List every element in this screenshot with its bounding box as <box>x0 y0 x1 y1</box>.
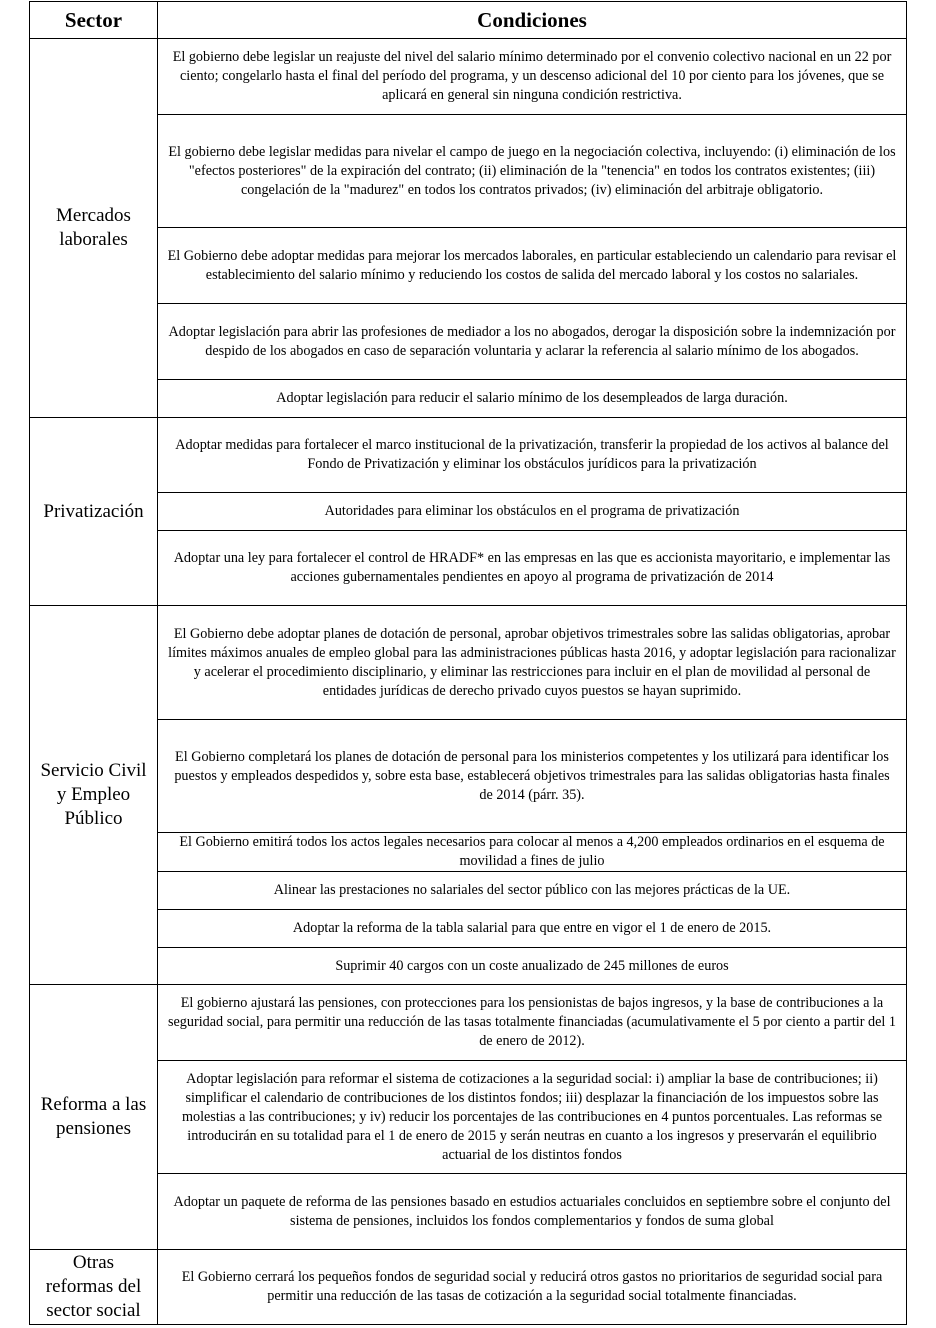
table-row <box>30 910 907 948</box>
table-row <box>30 228 907 304</box>
table-row <box>30 39 907 115</box>
sector-mercados-laborales: Mercados laborales <box>30 39 158 418</box>
conditions-table <box>29 1 907 1325</box>
condition-cell: Adoptar legislación para reformar el sistema de cotizaciones a la seguridad social: i) ampliar la base de contribuciones; ii) simplificar el calendario de contribuciones de los distintos fondos; iii) desplazar la financiación de los impuestos sobre las molestias a las contribuciones; y iv) reducir los porcentajes de las contribuciones en 4 puntos porcentuales. Las reformas se introducirán en su totalidad para el 1 de enero de 2015 y serán neutras en cuanto a los ingresos y preservarán el equilibrio actuarial de los distintos fondos <box>158 1061 907 1174</box>
table-row <box>30 418 907 493</box>
condition-cell: El Gobierno debe adoptar medidas para mejorar los mercados laborales, en particular estableciendo un calendario para revisar el establecimiento del salario mínimo y reduciendo los costos de salida del mercado laboral y los costos no salariales. <box>158 228 907 304</box>
table-row <box>30 304 907 380</box>
table-row <box>30 720 907 833</box>
condition-cell: El Gobierno cerrará los pequeños fondos de seguridad social y reducirá otros gastos no prioritarios de seguridad social para permitir una reducción de las tasas de cotización a la seguridad social totalmente financiadas. <box>158 1250 907 1325</box>
condition-cell: El gobierno debe legislar medidas para nivelar el campo de juego en la negociación colectiva, incluyendo: (i) eliminación de los "efectos posteriores" de la expiración del contrato; (ii) eliminación de la "tenencia" en todos los contratos existentes; (iii) congelación de la "madurez" en todos los contratos privados; (iv) eliminación del arbitraje obligatorio. <box>158 115 907 228</box>
table-row <box>30 115 907 228</box>
condition-cell: Adoptar una ley para fortalecer el control de HRADF* en las empresas en las que es accionista mayoritario, e implementar las acciones gubernamentales pendientes en apoyo al programa de privatización de 2014 <box>158 531 907 606</box>
condition-cell: Adoptar la reforma de la tabla salarial para que entre en vigor el 1 de enero de 2015. <box>158 910 907 948</box>
table-row <box>30 948 907 985</box>
table-row <box>30 872 907 910</box>
table-row <box>30 606 907 720</box>
condition-cell: Adoptar legislación para abrir las profesiones de mediador a los no abogados, derogar la disposición sobre la indemnización por despido de los abogados en caso de separación voluntaria y aclarar la referencia al salario mínimo de los abogados. <box>158 304 907 380</box>
condition-cell: Suprimir 40 cargos con un coste anualizado de 245 millones de euros <box>158 948 907 985</box>
condition-cell: Autoridades para eliminar los obstáculos en el programa de privatización <box>158 493 907 531</box>
header-sector: Sector <box>30 2 158 39</box>
sector-otras-reformas: Otras reformas del sector social <box>30 1250 158 1325</box>
table-row <box>30 493 907 531</box>
header-conditions: Condiciones <box>158 2 907 39</box>
table-row <box>30 1174 907 1250</box>
table-row <box>30 1061 907 1174</box>
sector-reforma-pensiones: Reforma a las pensiones <box>30 985 158 1250</box>
sector-privatizacion: Privatización <box>30 418 158 606</box>
condition-cell: El gobierno ajustará las pensiones, con protecciones para los pensionistas de bajos ingresos, y la base de contribuciones a la seguridad social, para permitir una reducción de las tasas totalmente financiadas (acumulativamente el 5 por ciento a partir del 1 de enero de 2012). <box>158 985 907 1061</box>
condition-cell: El gobierno debe legislar un reajuste del nivel del salario mínimo determinado por el convenio colectivo nacional en un 22 por ciento; congelarlo hasta el final del período del programa, y un descenso adicional del 10 por ciento para los jóvenes, que se aplicará en general sin ninguna condición restrictiva. <box>158 39 907 115</box>
table-row <box>30 380 907 418</box>
table-row <box>30 531 907 606</box>
condition-cell: El Gobierno emitirá todos los actos legales necesarios para colocar al menos a 4,200 empleados ordinarios en el esquema de movilidad a fines de julio <box>158 833 907 872</box>
header-row <box>30 2 907 39</box>
condition-cell: Adoptar un paquete de reforma de las pensiones basado en estudios actuariales concluidos en septiembre sobre el conjunto del sistema de pensiones, incluidos los fondos complementarios y fondos de suma global <box>158 1174 907 1250</box>
table-row <box>30 985 907 1061</box>
condition-cell: Adoptar legislación para reducir el salario mínimo de los desempleados de larga duración. <box>158 380 907 418</box>
sector-servicio-civil: Servicio Civil y Empleo Público <box>30 606 158 985</box>
condition-cell: El Gobierno completará los planes de dotación de personal para los ministerios competentes y los utilizará para identificar los puestos y empleados despedidos y, sobre esta base, establecerá objetivos trimestrales para las salidas obligatorias hasta finales de 2014 (párr. 35). <box>158 720 907 833</box>
condition-cell: Alinear las prestaciones no salariales del sector público con las mejores prácticas de la UE. <box>158 872 907 910</box>
condition-cell: Adoptar medidas para fortalecer el marco institucional de la privatización, transferir la propiedad de los activos al balance del Fondo de Privatización y eliminar los obstáculos jurídicos para la privatización <box>158 418 907 493</box>
table-row <box>30 833 907 872</box>
condition-cell: El Gobierno debe adoptar planes de dotación de personal, aprobar objetivos trimestrales sobre las salidas obligatorias, aprobar límites máximos anuales de empleo global para las administraciones públicas hasta 2016, y adoptar legislación para racionalizar y acelerar el procedimiento disciplinario, y eliminar las restricciones para incluir en el plan de movilidad al personal de entidades jurídicas de derecho privado cuyos puestos se hayan suprimido. <box>158 606 907 720</box>
table-row <box>30 1250 907 1325</box>
